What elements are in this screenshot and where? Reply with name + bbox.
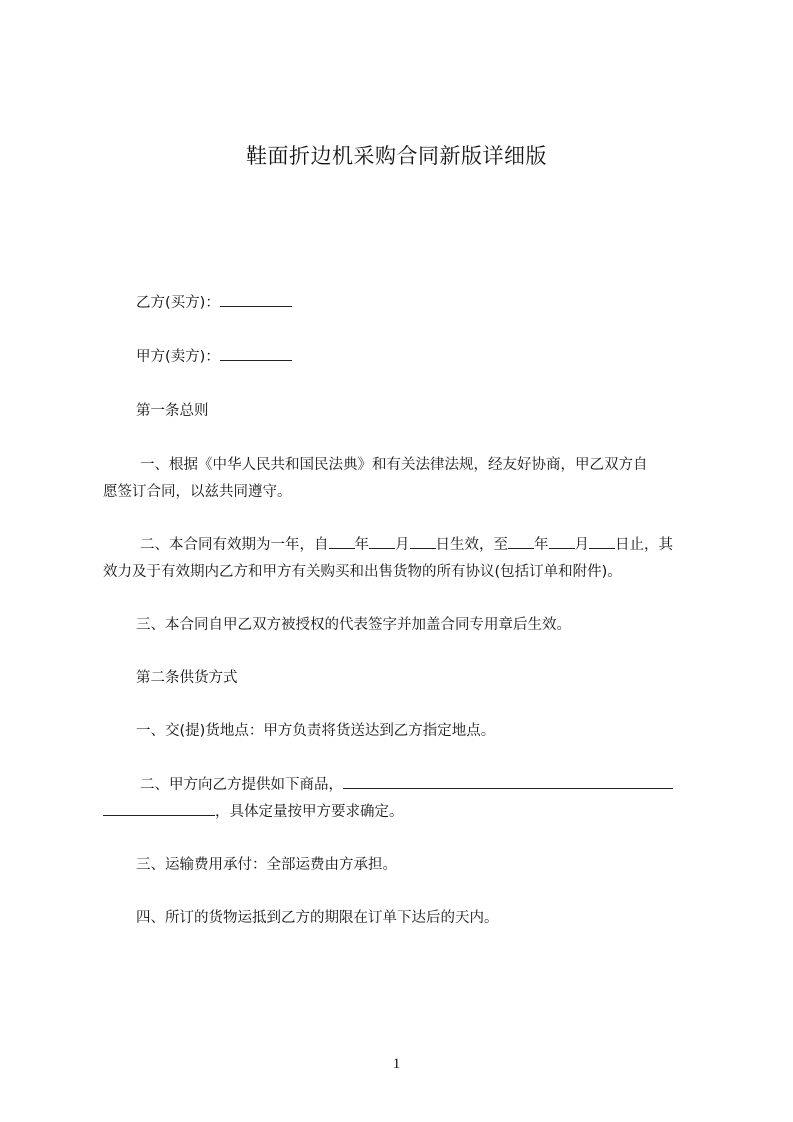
start-day-label: 日生效，至 — [435, 537, 508, 553]
start-day-blank — [410, 534, 436, 549]
start-year-label: 年 — [354, 537, 369, 553]
end-year-blank — [508, 534, 534, 549]
end-year-label: 年 — [534, 537, 549, 553]
s1-p2-prefix: 二、本合同有效期为一年，自 — [140, 537, 329, 553]
party-a-line — [136, 345, 292, 366]
s1-p3: 三、本合同自甲乙双方被授权的代表签字并加盖合同专用章后生效。 — [136, 617, 571, 633]
party-a-blank — [220, 346, 292, 361]
s2-p1: 一、交(提)货地点：甲方负责将货送达到乙方指定地点。 — [136, 723, 496, 739]
section1-heading: 第一条总则 — [136, 403, 209, 419]
s1-p1-line2: 愿签订合同，以兹共同遵守。 — [103, 484, 292, 500]
s2-p2-prefix: 二、甲方向乙方提供如下商品， — [140, 777, 343, 793]
s1-p2-line2: 效力及于有效期内乙方和甲方有关购买和出售货物的所有协议(包括订单和附件)。 — [103, 564, 622, 580]
goods-blank-1 — [343, 774, 673, 789]
start-month-blank — [369, 534, 395, 549]
s2-p2-suffix: ，具体定量按甲方要求确定。 — [215, 804, 404, 820]
party-b-line — [136, 291, 292, 312]
party-a-label: 甲方(卖方)： — [136, 349, 220, 365]
end-day-label: 日止，其 — [615, 537, 673, 553]
party-b-label: 乙方(买方)： — [136, 295, 220, 311]
s1-p2-line1 — [140, 533, 673, 554]
party-b-blank — [220, 292, 292, 307]
goods-blank-2 — [103, 801, 215, 816]
s2-p2-line2 — [103, 800, 404, 821]
s2-p4: 四、所订的货物运抵到乙方的期限在订单下达后的天内。 — [136, 910, 499, 926]
end-month-label: 月 — [574, 537, 589, 553]
end-month-blank — [549, 534, 575, 549]
page-number: 1 — [392, 1056, 401, 1072]
s2-p3: 三、运输费用承付：全部运费由方承担。 — [136, 857, 397, 873]
s2-p2-line1 — [140, 773, 673, 794]
section2-heading: 第二条供货方式 — [136, 670, 238, 686]
end-day-blank — [589, 534, 615, 549]
s1-p1-line1: 一、根据《中华人民共和国民法典》和有关法律法规，经友好协商，甲乙双方自 — [140, 457, 648, 473]
start-month-label: 月 — [395, 537, 410, 553]
start-year-blank — [329, 534, 355, 549]
document-title: 鞋面折边机采购合同新版详细版 — [246, 144, 547, 168]
